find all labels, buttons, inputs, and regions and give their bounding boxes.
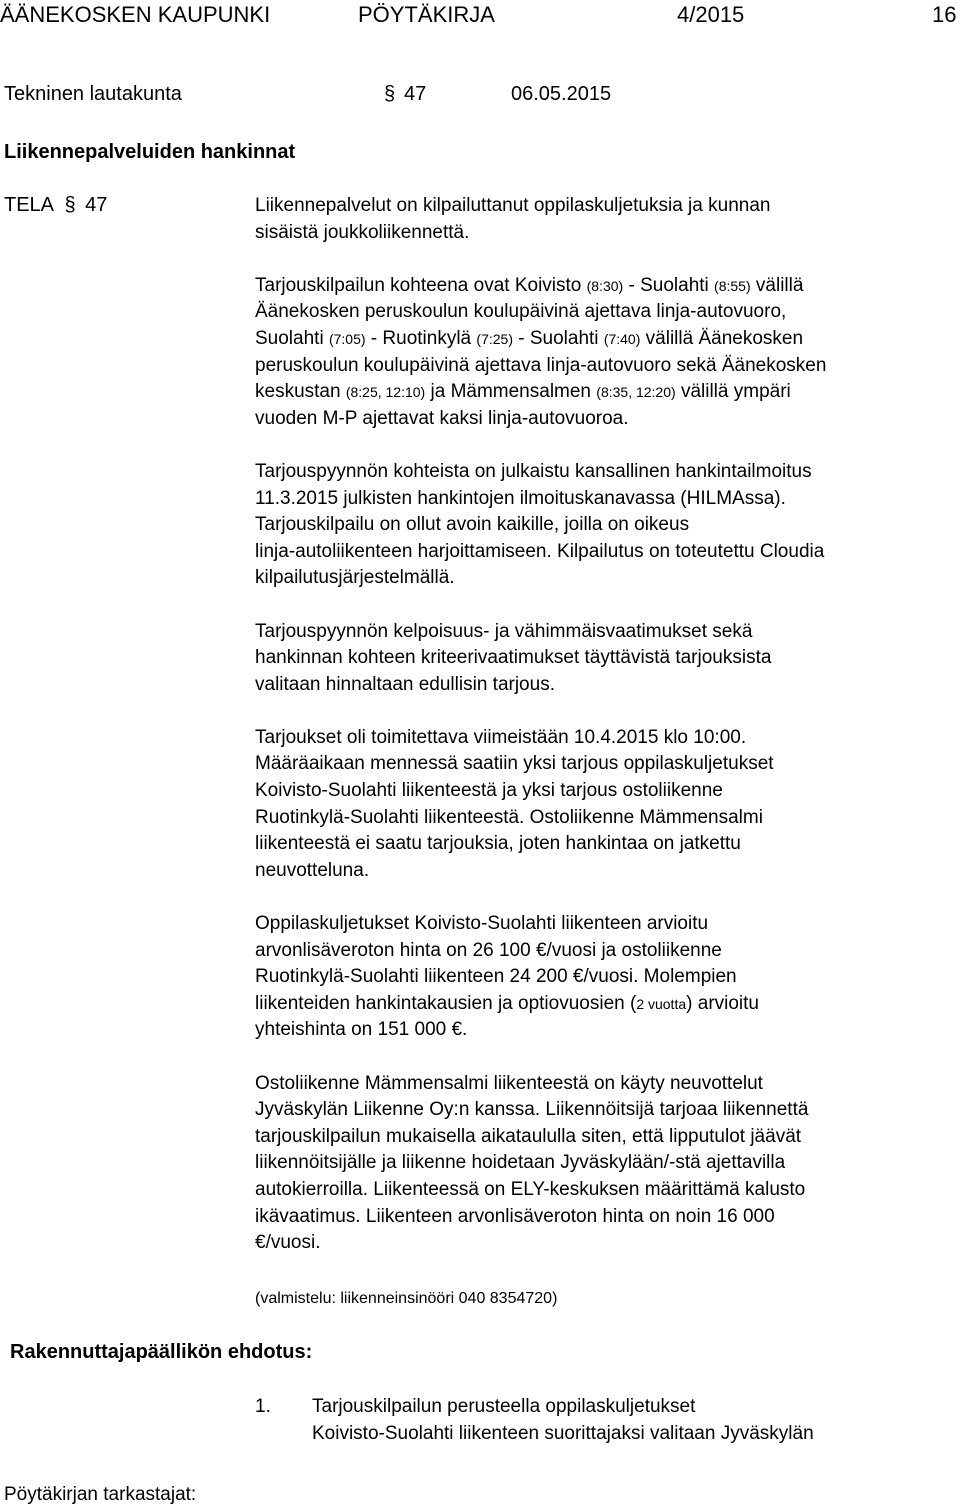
text-line: Koivisto-Suolahti liikenteestä ja yksi tarjous ostoliikenne	[255, 780, 723, 802]
meeting-date: 06.05.2015	[511, 83, 612, 105]
text-line: Ruotinkylä-Suolahti liikenteestä. Ostoliikenne Mämmensalmi	[255, 806, 763, 828]
text-line: Määräaikaan mennessä saatiin yksi tarjous oppilaskuljetukset	[255, 753, 774, 775]
preparer-note: (valmistelu: liikenneinsinööri 040 8354720)	[255, 1290, 558, 1307]
text-line: Ostoliikenne Mämmensalmi liikenteestä on käyty neuvottelut	[255, 1072, 763, 1094]
text-line: liikenteestä ei saatu tarjouksia, joten hankintaa on jatkettu	[255, 833, 741, 855]
text-line: Liikennepalvelut on kilpailuttanut oppilaskuljetuksia ja kunnan	[255, 195, 771, 216]
text-line: valitaan hinnaltaan edullisin tarjous.	[255, 673, 555, 695]
text-line: arvonlisäveroton hinta on 26 100 €/vuosi ja ostoliikenne	[255, 939, 722, 961]
page-number: 16	[932, 2, 957, 27]
text-line: liikenteiden hankintakausien ja optiovuosien (2 vuotta) arvioitu	[255, 992, 759, 1014]
text-line: Tarjouspyynnön kohteista on julkaistu kansallinen hankintailmoitus	[255, 460, 812, 482]
list-item-number: 1.	[255, 1396, 271, 1417]
org-name: ÄÄNEKOSKEN KAUPUNKI	[0, 2, 271, 27]
text-line: Koivisto-Suolahti liikenteen suorittajaksi valitaan Jyväskylän	[312, 1422, 814, 1444]
checkers-label: Pöytäkirjan tarkastajat:	[4, 1484, 197, 1505]
text-line: Tarjouspyynnön kelpoisuus- ja vähimmäisvaatimukset sekä	[255, 620, 753, 642]
paragraph-2	[255, 273, 955, 433]
section-symbol: §	[384, 83, 396, 105]
text-line: autokierroilla. Liikenteessä on ELY-keskuksen määrittämä kalusto	[255, 1178, 806, 1200]
paragraph-3	[255, 459, 955, 592]
text-line: liikennöitsijälle ja liikenne hoidetaan Jyväskylään/-stä ajettavilla	[255, 1152, 786, 1174]
text-line: Tarjouskilpailun kohteena ovat Koivisto (8:30) - Suolahti (8:55) välillä	[255, 274, 804, 296]
text-line: Ruotinkylä-Suolahti liikenteen 24 200 €/vuosi. Molempien	[255, 966, 737, 988]
text-line: sisäistä joukkoliikennettä.	[255, 221, 470, 243]
list-item	[312, 1394, 814, 1447]
text-line: keskustan (8:25, 12:10) ja Mämmensalmen (8:35, 12:20) välillä ympäri	[255, 381, 791, 403]
text-line: Suolahti (7:05) - Ruotinkylä (7:25) - Suolahti (7:40) välillä Äänekosken	[255, 327, 804, 349]
text-line: tarjouskilpailun mukaisella aikataululla siten, että lipputulot jäävät	[255, 1125, 802, 1147]
doc-type: PÖYTÄKIRJA	[358, 2, 495, 27]
text-line: yhteishinta on 151 000 €.	[255, 1019, 468, 1041]
text-line: Jyväskylän Liikenne Oy:n kanssa. Liikennöitsijä tarjoaa liikennettä	[255, 1099, 809, 1121]
text-line: Tarjoukset oli toimitettava viimeistään 10.4.2015 klo 10:00.	[255, 726, 747, 748]
text-line: Äänekosken peruskoulun koulupäivinä ajettava linja-autovuoro,	[255, 301, 787, 323]
paragraph-5	[255, 725, 955, 885]
text-line: Oppilaskuljetukset Koivisto-Suolahti liikenteen arvioitu	[255, 913, 709, 935]
ref-code: TELA	[4, 194, 53, 216]
text-line: Tarjouskilpailun perusteella oppilaskuljetukset	[312, 1396, 696, 1417]
text-line: kilpailutusjärjestelmällä.	[255, 567, 455, 589]
text-line: peruskoulun koulupäivinä ajettava linja-autovuoro sekä Äänekosken	[255, 354, 827, 376]
board-name: Tekninen lautakunta	[4, 83, 182, 105]
item-title: Liikennepalveluiden hankinnat	[4, 141, 296, 163]
text-line: vuoden M-P ajettavat kaksi linja-autovuoroa.	[255, 407, 629, 429]
text-line: linja-autoliikenteen harjoittamiseen. Kilpailutus on toteutettu Cloudia	[255, 540, 825, 562]
text-line: ikävaatimus. Liikenteen arvonlisäveroton hinta on noin 16 000	[255, 1205, 775, 1227]
text-line: 11.3.2015 julkisten hankintojen ilmoituskanavassa (HILMAssa).	[255, 487, 786, 509]
ref-symbol: §	[64, 194, 76, 216]
proposal-label: Rakennuttajapäällikön ehdotus:	[10, 1341, 313, 1363]
text-line: hankinnan kohteen kriteerivaatimukset täyttävistä tarjouksista	[255, 647, 772, 669]
text-line: Tarjouskilpailu on ollut avoin kaikille, joilla on oikeus	[255, 514, 690, 536]
paragraph-6	[255, 911, 955, 1044]
paragraph-1	[255, 193, 955, 246]
ref-number: 47	[85, 194, 108, 216]
item-reference	[4, 194, 107, 217]
doc-number: 4/2015	[677, 2, 745, 27]
paragraph-4	[255, 619, 955, 699]
text-line: €/vuosi.	[255, 1232, 321, 1254]
text-line: neuvotteluna.	[255, 859, 370, 881]
section-number: 47	[404, 83, 427, 105]
paragraph-7	[255, 1071, 955, 1257]
body-text	[255, 193, 955, 1257]
